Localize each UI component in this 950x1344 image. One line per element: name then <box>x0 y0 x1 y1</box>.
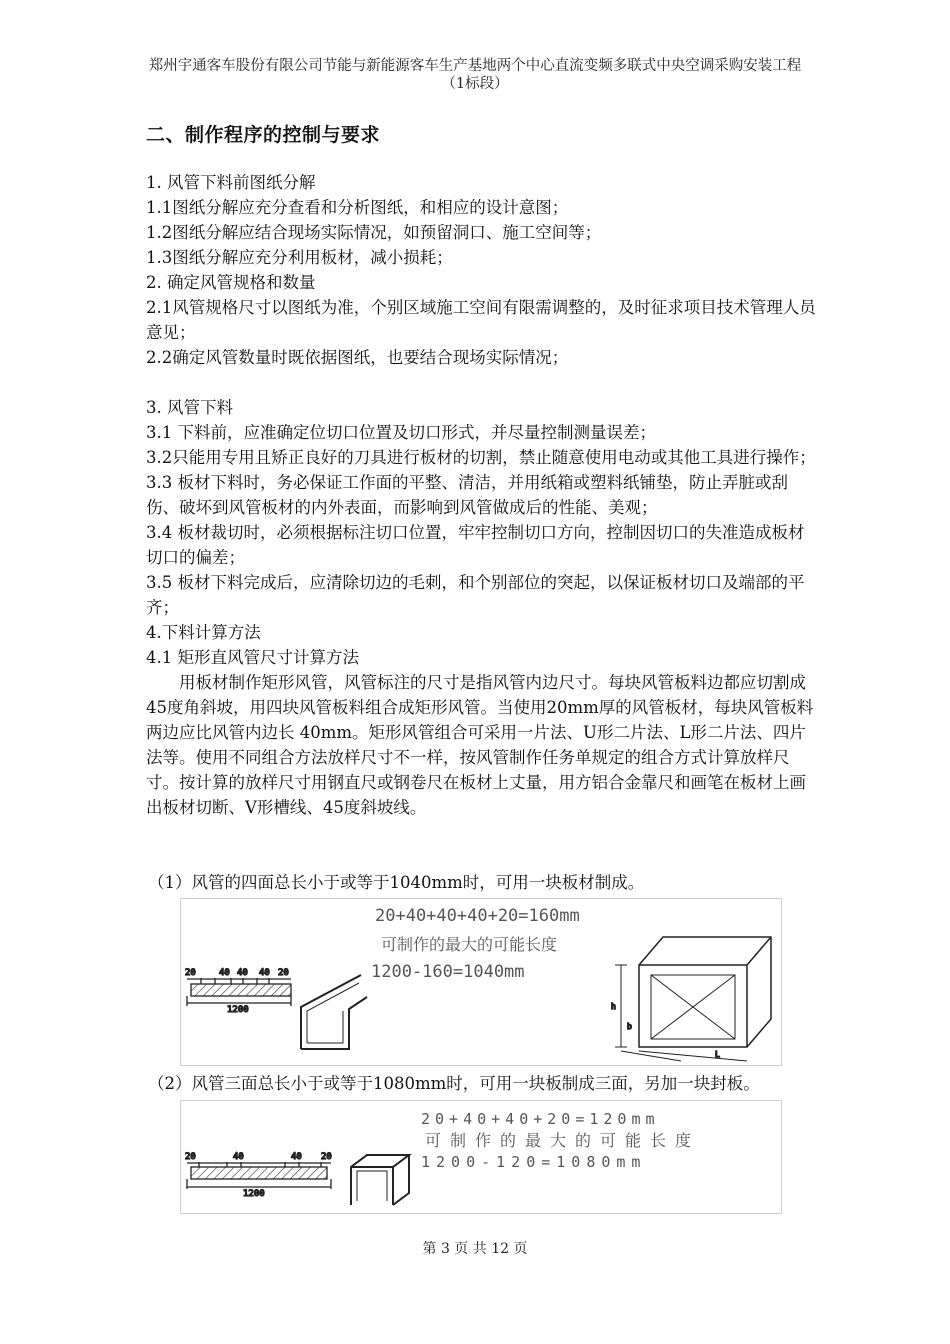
paragraph: 4.下料计算方法 <box>146 623 261 642</box>
paragraph: 4.1 矩形直风管尺寸计算方法 <box>146 648 359 667</box>
paragraph: 3.5 板材下料完成后，应清除切边的毛刺，和个别部位的突起，以保证板材切口及端部的平齐； <box>146 573 805 617</box>
figure-2-dim-0: 20 <box>185 1152 196 1162</box>
section-title: 二、制作程序的控制与要求 <box>146 124 381 146</box>
figure-1-formula-3: 1200-160=1040mm <box>371 962 525 982</box>
page-header <box>0 57 950 93</box>
svg-text:b: b <box>627 1022 632 1031</box>
figure-1-isometric-duct <box>611 937 771 1061</box>
figure-1-dim-4: 20 <box>278 968 289 978</box>
paragraph-indented: 用板材制作矩形风管，风管标注的尺寸是指风管内边尺寸。每块风管板料边都应切割成45度角斜坡，用四块风管板料组合成矩形风管。当使用20mm厚的风管板材，每块风管板料两边应比风管内边长 40mm。矩形风管组合可采用一片法、U形二片法、L形二片法、四片法等。使用不同组合方法放样尺寸不一样，按风管制作任务单规定的组合方式计算放样尺寸。按计算的放样尺寸用钢直尺或钢卷尺在板材上丈量，用方铝合金靠尺和画笔在板材上画出板材切断、V形槽线、45度斜坡线。 <box>146 673 814 817</box>
figure-1-dim-1: 40 <box>219 968 230 978</box>
paragraph: 1.1图纸分解应充分查看和分析图纸，和相应的设计意图； <box>146 198 569 217</box>
figure-2-folded-duct <box>351 1155 409 1205</box>
paragraph: 2.2确定风管数量时既依据图纸，也要结合现场实际情况； <box>146 348 569 367</box>
figure-1-dim-0: 20 <box>185 968 196 978</box>
paragraph: 3.3 板材下料时，务必保证工作面的平整、清洁，并用纸箱或塑料纸铺垫，防止弄脏或刮伤、破坏到风管板材的内外表面，而影响到风管做成后的性能、美观； <box>146 473 788 517</box>
figure-2-formula-1: 20+40+40+20=120mm <box>421 1110 660 1128</box>
svg-text:h: h <box>611 1002 616 1011</box>
figure-2-formula-2: 可制作的最大的可能长度 <box>425 1131 701 1150</box>
page-footer: 第 3 页 共 12 页 <box>422 1241 528 1257</box>
figure-1-folded-duct <box>301 975 367 1049</box>
figure-1-caption: （1）风管的四面总长小于或等于1040mm时，可用一块板材制成。 <box>148 873 645 892</box>
figure-2-board-diagram <box>185 1152 332 1199</box>
figure-2-dim-1: 40 <box>233 1152 244 1162</box>
figure-2-dim-2: 40 <box>291 1152 302 1162</box>
figure-2-drawing <box>181 1101 781 1213</box>
spacer <box>146 370 816 395</box>
figure-1-board-width: 1200 <box>227 1005 249 1015</box>
paragraph: 1. 风管下料前图纸分解 <box>146 173 316 192</box>
figure-2-formula-3: 1200-120=1080mm <box>421 1153 647 1171</box>
document-body <box>146 170 816 820</box>
figure-1-drawing <box>181 899 781 1065</box>
header-line-1: 郑州宇通客车股份有限公司节能与新能源客车生产基地两个中心直流变频多联式中央空调采购安装工程 <box>148 58 802 74</box>
figure-2-dim-3: 20 <box>321 1152 332 1162</box>
figure-2-board-width: 1200 <box>243 1189 265 1199</box>
figure-1-dim-2: 40 <box>237 968 248 978</box>
paragraph: 3.2只能用专用且矫正良好的刀具进行板材的切割，禁止随意使用电动或其他工具进行操作； <box>146 448 816 467</box>
figure-2 <box>180 1100 782 1214</box>
figure-1-dim-3: 40 <box>259 968 270 978</box>
paragraph: 2.1风管规格尺寸以图纸为准，个别区域施工空间有限需调整的，及时征求项目技术管理人员意见； <box>146 298 816 342</box>
figure-1 <box>180 898 782 1066</box>
paragraph: 1.2图纸分解应结合现场实际情况，如预留洞口、施工空间等； <box>146 223 602 242</box>
figure-1-formula-1: 20+40+40+40+20=160mm <box>375 906 580 926</box>
paragraph: 1.3图纸分解应充分利用板材，减小损耗； <box>146 248 453 267</box>
paragraph: 3.4 板材裁切时，必须根据标注切口位置，牢牢控制切口方向，控制因切口的失准造成板材切口的偏差； <box>146 523 805 567</box>
figure-1-formula-2: 可制作的最大的可能长度 <box>381 935 558 954</box>
paragraph: 2. 确定风管规格和数量 <box>146 273 316 292</box>
figure-1-board-diagram <box>185 968 291 1015</box>
paragraph: 3.1 下料前，应准确定位切口位置及切口形式，并尽量控制测量误差； <box>146 423 656 442</box>
svg-text:L: L <box>715 1050 720 1059</box>
paragraph: 3. 风管下料 <box>146 398 233 417</box>
figure-2-caption: （2）风管三面总长小于或等于1080mm时，可用一块板制成三面，另加一块封板。 <box>148 1074 760 1093</box>
header-line-2: （1标段） <box>441 76 509 92</box>
